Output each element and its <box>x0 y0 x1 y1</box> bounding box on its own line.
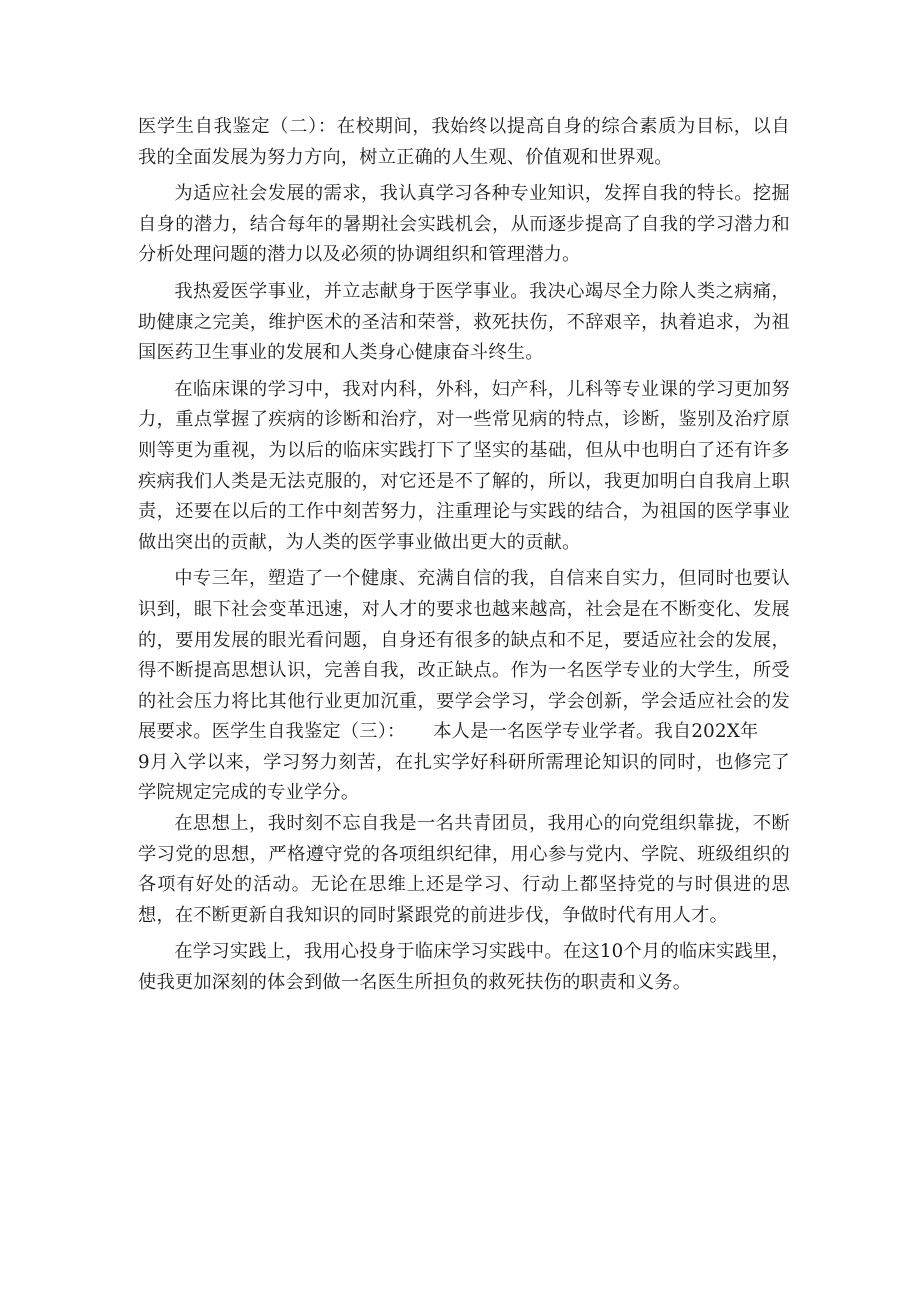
paragraph-ideology: 在思想上，我时刻不忘自我是一名共青团员，我用心的向党组织靠拢，不断学习党的思想，严格遵守党的各项组织纪律，用心参与党内、学院、班级组织的各项有好处的活动。无论在思维上还是学习、行动上都坚持党的与时俱进的思想，在不断更新自我知识的同时紧跟党的前进步伐，争做时代有用人才。 <box>138 813 790 926</box>
paragraph-three-years: 中专三年，塑造了一个健康、充满自信的我，自信来自实力，但同时也要认识到，眼下社会变革迅速，对人才的要求也越来越高，社会是在不断变化、发展的，要用发展的眼光看问题，自身还有很多的缺点和不足，要适应社会的发展，得不断提高思想认识，完善自我，改正缺点。作为一名医学专业的大学生，所受的社会压力将比其他行业更加沉重，要学会学习，学会创新，学会适应社会的发展要求。医学生自我鉴定（三）： 本人是一名医学专业学者。我自202X年 <box>138 568 790 743</box>
paragraph-enrollment: 9月入学以来，学习努力刻苦，在扎实学好科研所需理论知识的同时，也修完了学院规定完成的专业学分。 <box>138 751 790 804</box>
paragraph-clinical-courses: 在临床课的学习中，我对内科，外科，妇产科，儿科等专业课的学习更加努力，重点掌握了疾病的诊断和治疗，对一些常见病的特点，诊断，鉴别及治疗原则等更为重视，为以后的临床实践打下了坚实的基础，但从中也明白了还有许多疾病我们人类是无法克服的，对它还是不了解的，所以，我更加明白自我肩上职责，还要在以后的工作中刻苦努力，注重理论与实践的结合，为祖国的医学事业做出突出的贡献，为人类的医学事业做出更大的贡献。 <box>138 378 790 553</box>
paragraph-clinical-practice: 在学习实践上，我用心投身于临床学习实践中。在这10个月的临床实践里，使我更加深刻的体会到做一名医生所担负的救死扶伤的职责和义务。 <box>138 941 790 994</box>
paragraph-medical-devotion: 我热爱医学事业，并立志献身于医学事业。我决心竭尽全力除人类之病痛，助健康之完美，维护医术的圣洁和荣誉，救死扶伤，不辞艰辛，执着追求，为祖国医药卫生事业的发展和人类身心健康奋斗终生。 <box>138 280 790 364</box>
document-body <box>138 112 790 1005</box>
paragraph-self-assessment-two-intro: 医学生自我鉴定（二）：在校期间，我始终以提高自身的综合素质为目标，以自我的全面发展为努力方向，树立正确的人生观、价值观和世界观。 <box>138 116 790 168</box>
paragraph-professional-study: 为适应社会发展的需求，我认真学习各种专业知识，发挥自我的特长。挖掘自身的潜力，结合每年的暑期社会实践机会，从而逐步提高了自我的学习潜力和分析处理问题的潜力以及必须的协调组织和管理潜力。 <box>138 183 790 266</box>
